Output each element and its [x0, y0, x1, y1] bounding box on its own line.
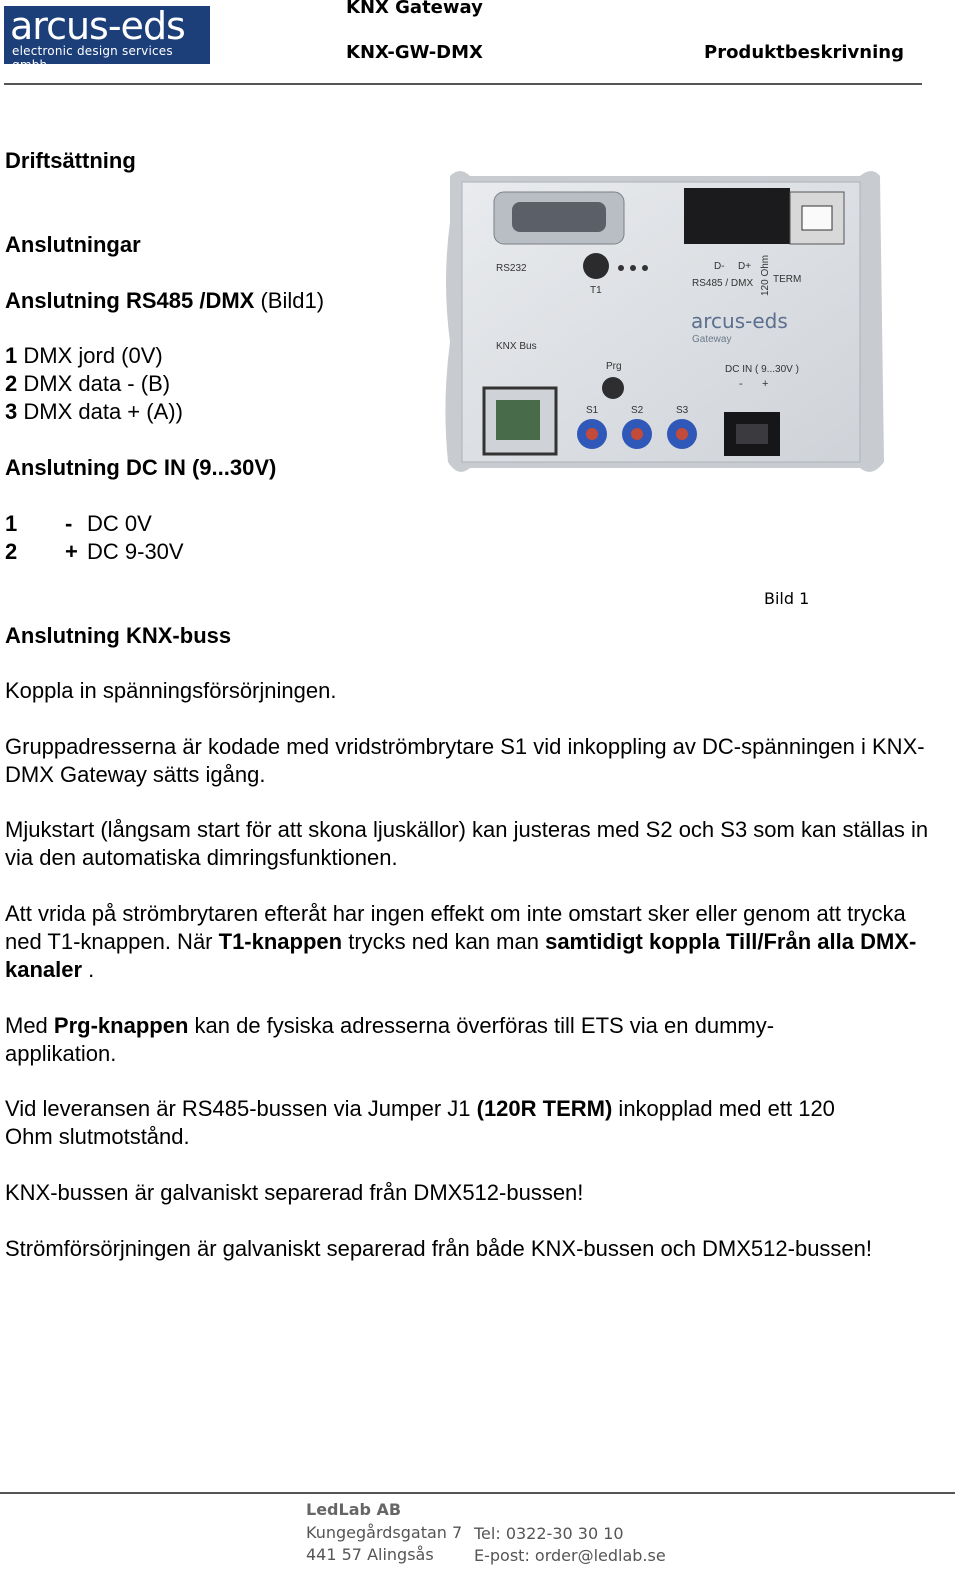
figure-caption: Bild 1 — [764, 589, 810, 608]
list-item — [5, 398, 183, 426]
brand-label: arcus-eds — [691, 309, 788, 333]
pin-number: 3 — [5, 399, 18, 424]
s1-switch-dial-icon — [586, 428, 598, 440]
d-plus-label: D+ — [738, 261, 752, 272]
dc-pin-list — [5, 510, 184, 566]
knx-heading: Anslutning KNX-buss — [5, 623, 232, 648]
rs232-socket — [512, 202, 606, 232]
pin-sign: - — [65, 511, 73, 536]
pin-text: DC 0V — [87, 511, 152, 536]
paragraph-knx-isolation: KNX-bussen är galvaniskt separerad från DMX512-bussen! — [5, 1180, 584, 1205]
s3-label: S3 — [676, 405, 689, 416]
pin-text: DMX data - (B) — [23, 371, 171, 396]
paragraph-prg — [5, 1012, 865, 1068]
paragraph-text: trycks ned kan man — [342, 929, 546, 954]
pin-number: 2 — [5, 371, 18, 396]
footer-divider — [0, 1492, 955, 1494]
footer-phone: Tel: 0322-30 30 10 — [474, 1524, 624, 1543]
paragraph-text: Vid leveransen är RS485-bussen via Jumper J1 — [5, 1096, 477, 1121]
paragraph-power: Koppla in spänningsförsörjningen. — [5, 678, 337, 703]
pin-number: 1 — [5, 511, 18, 536]
usb-socket — [802, 206, 832, 230]
prg-label: Prg — [606, 361, 622, 372]
t1-button — [583, 253, 609, 279]
rs485-pin-list — [5, 342, 183, 426]
list-item — [5, 510, 184, 538]
pin-text: DC 9-30V — [87, 539, 184, 564]
device-photo — [440, 162, 888, 484]
rs485-figure-ref: (Bild1) — [260, 288, 325, 313]
led-3-icon — [642, 265, 648, 271]
paragraph-text: inkopplad med ett 120 Ohm slutmotstånd. — [5, 1096, 835, 1149]
rs485-heading-text: Anslutning RS485 /DMX — [5, 288, 255, 313]
paragraph-text: kan de fysiska adresserna överföras till ETS via en dummy-applikation. — [5, 1013, 775, 1066]
paragraph-power-isolation: Strömförsörjningen är galvaniskt separerad från både KNX-bussen och DMX512-bussen! — [5, 1236, 873, 1261]
dc-in-socket — [736, 424, 768, 444]
section-title: Driftsättning — [5, 148, 136, 173]
pin-text: DMX jord (0V) — [23, 343, 163, 368]
arcus-eds-logo — [4, 4, 210, 72]
paragraph-termination — [5, 1095, 885, 1151]
list-item — [5, 538, 184, 566]
t1-label: T1 — [590, 285, 602, 296]
knx-bus-label: KNX Bus — [496, 341, 537, 352]
footer-street: Kungegårdsgatan 7 — [306, 1523, 463, 1542]
gateway-label: Gateway — [692, 334, 732, 345]
paragraph-group-addresses: Gruppadresserna är kodade med vridströmbrytare S1 vid inkoppling av DC-spänningen i KNX-DMX Gateway sätts igång. — [5, 734, 925, 787]
dc-heading: Anslutning DC IN (9...30V) — [5, 455, 277, 480]
paragraph-bold-text: samtidigt koppla Till/Från alla DMX-kanaler — [5, 929, 917, 982]
pin-number: 1 — [5, 343, 18, 368]
paragraph-text: Med — [5, 1013, 54, 1038]
pin-sign: + — [65, 539, 78, 564]
pin-text: DMX data + (A)) — [23, 399, 183, 424]
footer-company: LedLab AB — [306, 1500, 402, 1519]
term-label: TERM — [773, 274, 802, 285]
dc-minus-label: - — [739, 378, 743, 390]
ohm-label: 120 Ohm — [760, 254, 771, 296]
logo-sub-text: electronic design services gmbh — [12, 44, 173, 72]
s1-label: S1 — [586, 405, 599, 416]
paragraph-bold-text: T1-knappen — [218, 929, 343, 954]
dc-in-label: DC IN ( 9...30V ) — [725, 364, 799, 375]
list-item — [5, 342, 183, 370]
d-minus-label: D- — [714, 261, 725, 272]
paragraph-text: . — [82, 957, 95, 982]
paragraph-bold-text: Prg-knappen — [53, 1013, 189, 1038]
s2-label: S2 — [631, 405, 644, 416]
rs485-heading — [5, 287, 324, 315]
prg-button — [602, 377, 624, 399]
paragraph-text: Att vrida på strömbrytaren efteråt har ingen effekt om inte omstart sker eller genom att trycka ned T1-knappen. När — [5, 901, 906, 954]
pin-number: 2 — [5, 539, 18, 564]
s3-switch-dial-icon — [676, 428, 688, 440]
logo-main-text: arcus-eds — [10, 4, 185, 48]
header-model: KNX-GW-DMX — [346, 42, 483, 63]
header-title: KNX Gateway — [346, 0, 483, 18]
footer-city: 441 57 Alingsås — [306, 1545, 434, 1564]
connections-heading: Anslutningar — [5, 232, 141, 257]
paragraph-softstart: Mjukstart (långsam start för att skona ljuskällor) kan justeras med S2 och S3 som kan ställas in via den automatiska dimringsfunktionen. — [5, 817, 929, 870]
paragraph-bold-text: (120R TERM) — [476, 1096, 613, 1121]
s2-switch-dial-icon — [631, 428, 643, 440]
header-doc-type: Produktbeskrivning — [704, 42, 904, 63]
paragraph-switch — [5, 900, 930, 984]
rs485-terminal — [684, 188, 790, 244]
led-1-icon — [618, 265, 624, 271]
rs485-dmx-label: RS485 / DMX — [692, 278, 754, 289]
footer-email: E-post: order@ledlab.se — [474, 1546, 666, 1565]
led-2-icon — [630, 265, 636, 271]
knx-terminal — [496, 400, 540, 440]
header-divider — [4, 83, 922, 85]
rs232-label: RS232 — [496, 263, 527, 274]
dc-plus-label: + — [762, 378, 769, 390]
list-item — [5, 370, 183, 398]
